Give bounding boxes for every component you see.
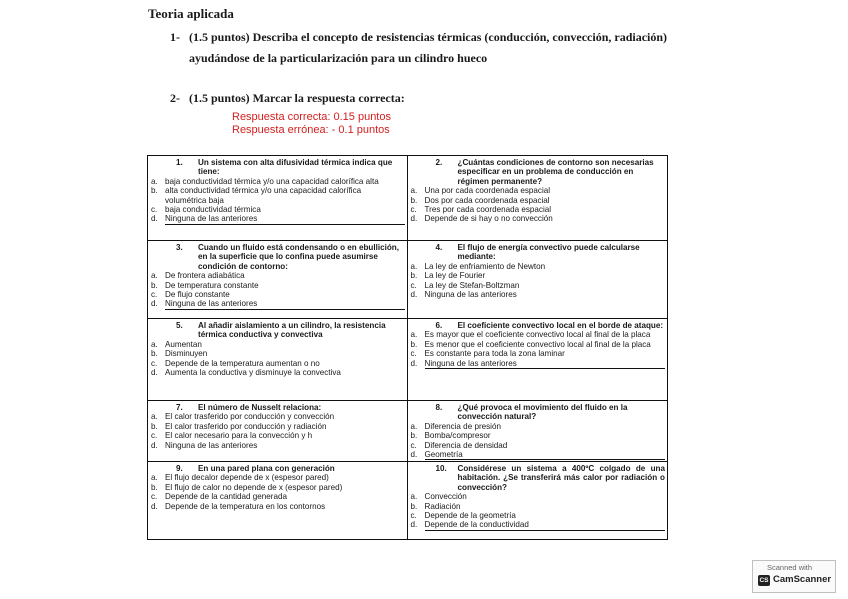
question-text: Un sistema con alta difusividad térmica indica que tiene: <box>198 158 393 177</box>
answer-option <box>151 214 405 224</box>
option-text: Depende de la geometría <box>424 511 516 521</box>
question-cell <box>408 156 668 241</box>
question-number: 9. <box>176 464 183 473</box>
option-letter: b. <box>410 431 418 441</box>
answer-option <box>411 205 666 214</box>
question-text: Cuando un fluido está condensando o en ebullición, en la superficie que lo confina puede asumirse condición de contorno: <box>198 243 400 271</box>
question-header <box>411 243 666 262</box>
option-letter: b. <box>151 421 158 431</box>
option-text: Es mayor que el coeficiente convectivo local al final de la placa <box>424 330 651 340</box>
question-header <box>151 243 405 271</box>
option-text: Una por cada coordenada espacial <box>424 186 551 196</box>
option-letter: d. <box>151 368 158 378</box>
answer-option <box>411 214 666 223</box>
option-letter: a. <box>410 421 418 431</box>
answer-option <box>411 431 666 440</box>
option-letter: d. <box>151 501 158 511</box>
question-1 <box>170 27 730 69</box>
option-letter: b. <box>151 349 158 359</box>
answer-option <box>411 502 666 511</box>
option-text: Depende de la cantidad generada <box>165 492 287 502</box>
option-text: Ninguna de las anteriores <box>165 299 405 309</box>
question-cell <box>148 319 408 401</box>
question-header <box>411 321 666 330</box>
question-header <box>411 464 666 492</box>
answer-option <box>411 281 666 290</box>
option-text: Es menor que el coeficiente convectivo local al final de la placa <box>424 339 651 349</box>
question-cell <box>148 156 408 241</box>
option-letter: a. <box>151 176 158 186</box>
option-text: Ninguna de las anteriores <box>165 214 405 224</box>
answer-option <box>151 473 405 482</box>
option-text: Tres por cada coordenada espacial <box>424 205 552 215</box>
option-text: Dos por cada coordenada espacial <box>424 195 550 205</box>
answer-option <box>151 205 405 214</box>
camscanner-watermark <box>752 560 836 593</box>
question-cell <box>408 319 668 401</box>
option-text: Aumentan <box>165 339 202 349</box>
option-text: Depende de la temperatura en los contornos <box>165 501 326 511</box>
option-text: Es constante para toda la zona laminar <box>424 349 565 359</box>
question-number: 1. <box>176 158 183 167</box>
question-text: Al añadir aislamiento a un cilindro, la resistencia térmica conductiva y convectiva <box>198 321 386 340</box>
option-text: De frontera adiabática <box>165 271 245 281</box>
question-2-number: 2- <box>170 91 180 105</box>
answer-option <box>411 271 666 280</box>
option-letter: c. <box>151 492 158 502</box>
option-text: El flujo de calor no depende de x (espesor pared) <box>165 482 343 492</box>
option-text: Geometría <box>425 450 666 460</box>
question-cell <box>408 241 668 319</box>
question-number: 4. <box>435 243 443 252</box>
option-letter: b. <box>151 482 158 492</box>
answer-option <box>151 177 405 186</box>
question-text: ¿Cuántas condiciones de contorno son necesarias especificar en un problema de conducción en régimen permanente? <box>457 158 654 186</box>
option-letter: b. <box>410 271 418 281</box>
answer-option <box>151 412 405 421</box>
question-header <box>151 464 405 473</box>
option-letter: d. <box>151 440 158 450</box>
option-text: Disminuyen <box>165 349 208 359</box>
question-cell <box>408 462 668 539</box>
question-text: En una pared plana con generación <box>198 464 335 473</box>
question-header <box>151 321 405 340</box>
question-table <box>147 155 668 540</box>
option-letter: d. <box>151 214 158 224</box>
option-letter: c. <box>410 511 417 521</box>
question-1-text-cont: ayudándose de la particularización para un cilindro hueco <box>189 51 488 65</box>
option-letter: d. <box>410 358 418 368</box>
option-letter: c. <box>410 280 417 290</box>
option-text: baja conductividad térmica <box>165 205 261 215</box>
question-text: Considérese un sistema a 400ºC colgado de una habitación. ¿Se transferirá más calor por radiación o convección? <box>457 464 665 492</box>
answer-option <box>411 520 666 530</box>
option-text: El calor trasferido por conducción y convección <box>165 412 335 422</box>
question-header <box>411 158 666 186</box>
option-letter: b. <box>410 195 418 205</box>
question-2 <box>170 91 405 106</box>
answer-option <box>411 441 666 450</box>
option-letter: b. <box>410 339 418 349</box>
answer-option <box>411 262 666 271</box>
question-cell <box>148 401 408 462</box>
option-text: La ley de enfriamiento de Newton <box>424 261 546 271</box>
option-text: La ley de Fourier <box>424 271 486 281</box>
option-letter: a. <box>410 186 418 196</box>
option-text: Aumenta la conductiva y disminuye la convectiva <box>165 368 341 378</box>
question-2-text: (1.5 puntos) Marcar la respuesta correcta: <box>189 91 405 105</box>
option-text: Diferencia de presión <box>424 421 501 431</box>
answer-option <box>411 186 666 195</box>
scoring-wrong: Respuesta errónea: - 0.1 puntos <box>232 124 390 136</box>
option-letter: d. <box>151 299 158 309</box>
option-text: Depende de la conductividad <box>425 520 666 530</box>
option-text: De temperatura constante <box>165 280 259 290</box>
answer-option <box>411 511 666 520</box>
option-text: Convección <box>424 492 467 502</box>
option-text: Diferencia de densidad <box>424 440 508 450</box>
option-letter: c. <box>410 205 417 215</box>
option-text: Ninguna de las anteriores <box>165 440 258 450</box>
question-1-text: (1.5 puntos) Describa el concepto de resistencias térmicas (conducción, convección, radiación) <box>189 30 668 44</box>
section-title: Teoria aplicada <box>148 6 234 21</box>
option-text: alta conductividad térmica y/o una capacidad calorífica volumétrica baja <box>165 186 362 205</box>
option-text: Ninguna de las anteriores <box>425 359 666 369</box>
answer-option <box>151 441 405 450</box>
answer-option <box>151 492 405 501</box>
option-letter: c. <box>151 358 158 368</box>
option-text: El calor necesario para la convección y h <box>165 431 313 441</box>
watermark-brand: CamScanner <box>773 574 832 585</box>
option-text: Depende de la temperatura aumentan o no <box>165 358 320 368</box>
answer-option <box>411 340 666 349</box>
option-text: Depende de si hay o no convección <box>424 214 553 224</box>
scoring-correct: Respuesta correcta: 0.15 puntos <box>232 111 391 123</box>
option-letter: d. <box>410 520 418 530</box>
answer-option <box>151 281 405 290</box>
question-number: 6. <box>435 321 443 330</box>
question-text: El coeficiente convectivo local en el borde de ataque: <box>457 321 664 330</box>
option-letter: a. <box>151 339 158 349</box>
option-letter: a. <box>410 330 418 340</box>
option-letter: b. <box>151 280 158 290</box>
answer-option <box>151 299 405 309</box>
question-text: ¿Qué provoca el movimiento del fluido en la convección natural? <box>457 403 628 422</box>
option-text: Bomba/compresor <box>424 431 491 441</box>
question-number: 7. <box>176 403 183 412</box>
option-letter: a. <box>151 473 158 483</box>
answer-option <box>151 290 405 299</box>
answer-option <box>151 186 405 205</box>
answer-option <box>411 359 666 369</box>
option-letter: a. <box>151 271 158 281</box>
answer-option <box>151 359 405 368</box>
option-text: De flujo constante <box>165 290 230 300</box>
question-cell <box>408 401 668 462</box>
option-letter: d. <box>410 290 418 300</box>
question-cell <box>148 241 408 319</box>
option-text: La ley de Stefan-Boltzman <box>424 280 520 290</box>
question-header <box>411 403 666 422</box>
option-text: El calor trasferido por conducción y radiación <box>165 421 327 431</box>
answer-option <box>411 422 666 431</box>
option-letter: a. <box>151 412 158 422</box>
option-letter: d. <box>410 450 418 460</box>
answer-option <box>411 492 666 501</box>
answer-option <box>411 450 666 460</box>
option-letter: a. <box>410 261 418 271</box>
question-1-number: 1- <box>170 30 180 44</box>
answer-option <box>411 349 666 358</box>
question-text: El número de Nusselt relaciona: <box>198 403 322 412</box>
watermark-caption: Scanned with <box>767 563 813 572</box>
question-number: 8. <box>435 403 443 412</box>
option-text: Ninguna de las anteriores <box>424 290 517 300</box>
question-text: El flujo de energía convectivo puede calcularse mediante: <box>457 243 640 262</box>
answer-option <box>411 290 666 299</box>
option-letter: a. <box>410 492 418 502</box>
option-letter: d. <box>410 214 418 224</box>
option-text: baja conductividad térmica y/o una capacidad calorífica alta <box>165 176 379 186</box>
question-number: 3. <box>176 243 183 252</box>
option-text: El flujo decalor depende de x (espesor pared) <box>165 473 329 483</box>
answer-option <box>151 368 405 377</box>
answer-option <box>151 340 405 349</box>
camscanner-logo-icon: CS <box>759 577 769 584</box>
answer-option <box>151 271 405 280</box>
answer-option <box>151 502 405 511</box>
answer-option <box>411 196 666 205</box>
answer-option <box>151 431 405 440</box>
option-text: Radiación <box>424 501 461 511</box>
option-letter: c. <box>410 440 417 450</box>
option-letter: c. <box>151 205 158 215</box>
option-letter: b. <box>410 501 418 511</box>
option-letter: c. <box>151 290 158 300</box>
scoring-note <box>232 111 391 137</box>
option-letter: b. <box>151 186 158 196</box>
option-letter: c. <box>410 349 417 359</box>
answer-option <box>151 349 405 358</box>
answer-option <box>411 330 666 339</box>
question-cell <box>148 462 408 539</box>
answer-option <box>151 483 405 492</box>
option-letter: c. <box>151 431 158 441</box>
question-number: 2. <box>435 158 443 167</box>
question-number: 10. <box>435 464 447 473</box>
question-header <box>151 403 405 412</box>
question-header <box>151 158 405 177</box>
answer-option <box>151 422 405 431</box>
question-number: 5. <box>176 321 183 330</box>
